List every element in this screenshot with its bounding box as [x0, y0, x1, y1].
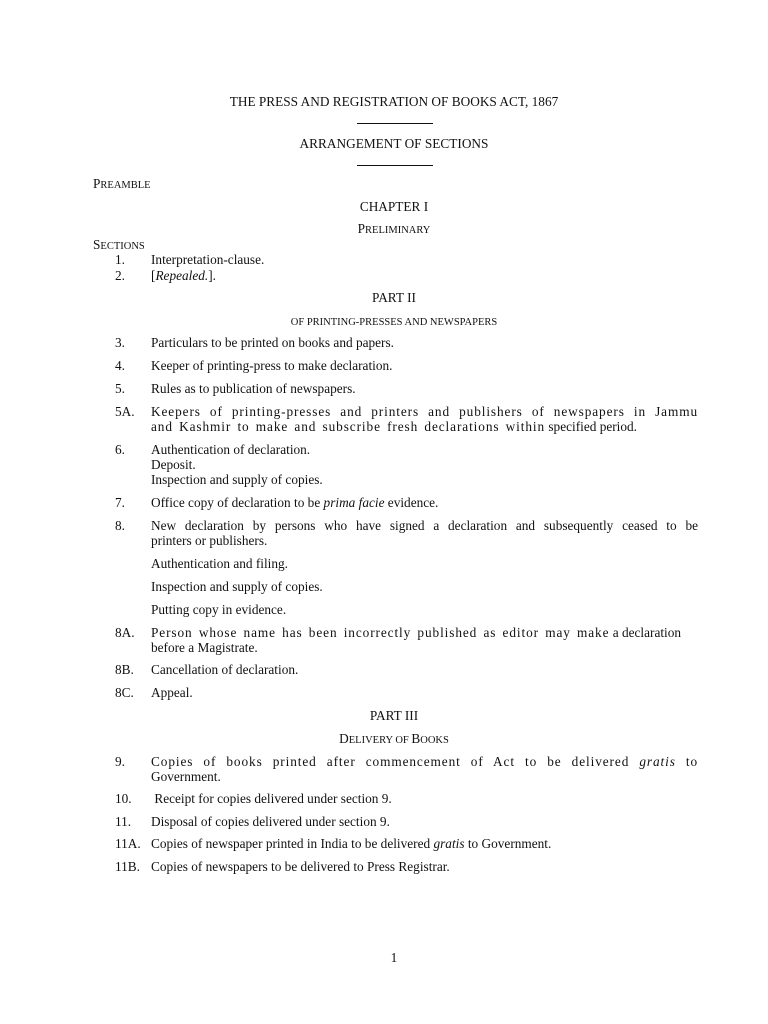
section-text: Office copy of declaration to be prima facie evidence. [151, 495, 439, 510]
section-number: 1. [115, 252, 125, 267]
arrangement-divider [357, 165, 433, 166]
part-3-heading: PART III [369, 708, 419, 723]
section-text: Copies of newspaper printed in India to be delivered gratis to Government. [151, 836, 552, 851]
section-text-line-4: Inspection and supply of copies. [151, 579, 323, 594]
section-text-line-3: Inspection and supply of copies. [151, 472, 323, 487]
section-text-line-1: Authentication of declaration. [151, 442, 311, 457]
section-number: 9. [115, 754, 125, 769]
section-text-line-2: and Kashmir to make and subscribe fresh declarations within specified period. [151, 419, 637, 434]
section-text: Rules as to publication of newspapers. [151, 381, 356, 396]
section-number: 11. [115, 814, 132, 829]
section-number: 6. [115, 442, 125, 457]
section-text-line-2: Government. [151, 769, 221, 784]
section-text-line-1: Keepers of printing-presses and printers and publishers of newspapers in Jammu [151, 404, 698, 419]
section-text: Cancellation of declaration. [151, 662, 299, 677]
section-text: Particulars to be printed on books and papers. [151, 335, 394, 350]
section-number: 5A. [115, 404, 135, 419]
section-text-line-3: Authentication and filing. [151, 556, 289, 571]
section-text: Copies of newspapers to be delivered to Press Registrar. [151, 859, 450, 874]
section-text: Receipt for copies delivered under section 9. [151, 791, 392, 806]
section-text: Keeper of printing-press to make declaration. [151, 358, 393, 373]
section-number: 8. [115, 518, 125, 533]
section-text-line-2: printers or publishers. [151, 533, 268, 548]
chapter-1-heading: CHAPTER I [359, 199, 429, 214]
chapter-1-subheading: PRELIMINARY [357, 221, 431, 236]
section-text: Disposal of copies delivered under section 9. [151, 814, 390, 829]
section-number: 11A. [115, 836, 141, 851]
arrangement-heading: ARRANGEMENT OF SECTIONS [299, 136, 489, 151]
part-2-subheading: OF PRINTING-PRESSES AND NEWSPAPERS [290, 317, 498, 328]
section-text-line-1: Person whose name has been incorrectly published as editor may make a declaration [151, 625, 682, 640]
section-number: 3. [115, 335, 125, 350]
page-number: 1 [390, 950, 398, 965]
title-divider [357, 123, 433, 124]
section-text: Interpretation-clause. [151, 252, 265, 267]
section-number: 10. [115, 791, 132, 806]
section-text: [Repealed.]. [151, 268, 216, 283]
section-text-line-1: New declaration by persons who have signed a declaration and subsequently ceased to be [151, 518, 698, 533]
section-text-line-2: before a Magistrate. [151, 640, 258, 655]
section-number: 8C. [115, 685, 134, 700]
section-number: 5. [115, 381, 125, 396]
section-number: 11B. [115, 859, 140, 874]
section-number: 4. [115, 358, 125, 373]
section-text-line-5: Putting copy in evidence. [151, 602, 287, 617]
document-title: THE PRESS AND REGISTRATION OF BOOKS ACT, 1867 [229, 94, 559, 109]
section-number: 8B. [115, 662, 134, 677]
preamble-label: PREAMBLE [93, 176, 151, 191]
section-number: 2. [115, 268, 125, 283]
section-number: 8A. [115, 625, 135, 640]
section-text-line-2: Deposit. [151, 457, 196, 472]
section-text-line-1: Copies of books printed after commencement of Act to be delivered gratis to [151, 754, 698, 769]
section-text: Appeal. [151, 685, 193, 700]
part-2-heading: PART II [372, 290, 416, 305]
part-3-subheading: DELIVERY OF BOOKS [339, 731, 449, 746]
section-number: 7. [115, 495, 125, 510]
sections-label: SECTIONS [93, 237, 145, 252]
